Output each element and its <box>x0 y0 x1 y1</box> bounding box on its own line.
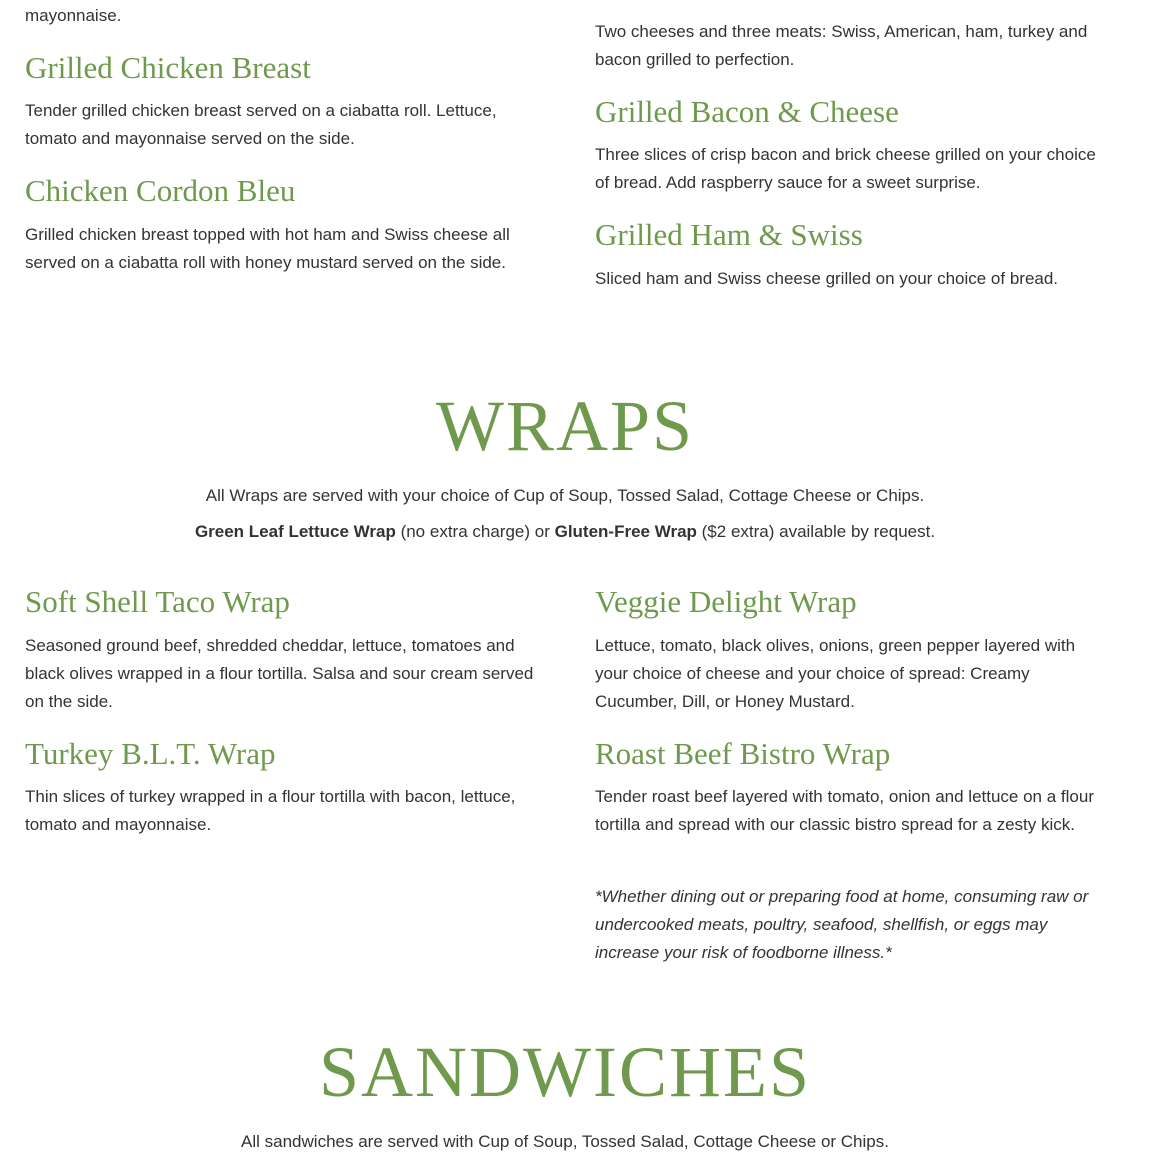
section-note-sandwiches: All sandwiches are served with Cup of Soup, Tossed Salad, Cottage Cheese or Chips. <box>241 1132 889 1151</box>
item-description-chicken-cordon-bleu: Grilled chicken breast topped with hot ham and Swiss cheese all served on a ciabatta roll with honey mustard served on the side. <box>25 225 510 272</box>
item-title-grilled-bacon-cheese: Grilled Bacon & Cheese <box>595 94 899 129</box>
gluten-free-wrap-option: Gluten-Free Wrap <box>554 522 697 541</box>
section-title-sandwiches: SANDWICHES <box>318 1032 811 1112</box>
item-description-grilled-chicken-breast: Tender grilled chicken breast served on a ciabatta roll. Lettuce, tomato and mayonnaise served on the side. <box>25 101 497 148</box>
item-description-tail: mayonnaise. <box>25 6 122 25</box>
item-description-grilled-ham-swiss: Sliced ham and Swiss cheese grilled on your choice of bread. <box>595 269 1059 288</box>
item-title-grilled-chicken-breast: Grilled Chicken Breast <box>25 50 311 85</box>
item-title-grilled-ham-swiss: Grilled Ham & Swiss <box>595 217 863 252</box>
gluten-free-wrap-option-note: ($2 extra) available by request. <box>696 522 936 541</box>
item-title-chicken-cordon-bleu: Chicken Cordon Bleu <box>25 173 296 208</box>
lettuce-wrap-option: Green Leaf Lettuce Wrap <box>194 522 396 541</box>
item-title-turkey-blt-wrap: Turkey B.L.T. Wrap <box>25 736 276 771</box>
item-description-roast-beef-bistro-wrap: Tender roast beef layered with tomato, onion and lettuce on a flour tortilla and spread with our classic bistro spread for a zesty kick. <box>595 787 1094 834</box>
item-title-soft-shell-taco-wrap: Soft Shell Taco Wrap <box>25 584 290 619</box>
section-note-wraps: All Wraps are served with your choice of Cup of Soup, Tossed Salad, Cottage Cheese or Chips. <box>205 486 925 505</box>
item-description-club-melt: Two cheeses and three meats: Swiss, American, ham, turkey and bacon grilled to perfection. <box>595 22 1088 69</box>
item-description-turkey-blt-wrap: Thin slices of turkey wrapped in a flour tortilla with bacon, lettuce, tomato and mayonnaise. <box>25 787 516 834</box>
lettuce-wrap-option-note: (no extra charge) or <box>395 522 555 541</box>
wrap-options-note <box>0 520 1130 544</box>
item-description-soft-shell-taco-wrap: Seasoned ground beef, shredded cheddar, lettuce, tomatoes and black olives wrapped in a flour tortilla. Salsa and sour cream served on the side. <box>25 636 534 711</box>
item-description-grilled-bacon-cheese: Three slices of crisp bacon and brick cheese grilled on your choice of bread. Add raspberry sauce for a sweet surprise. <box>595 145 1096 192</box>
item-title-veggie-delight-wrap: Veggie Delight Wrap <box>595 584 857 619</box>
item-description-veggie-delight-wrap: Lettuce, tomato, black olives, onions, green pepper layered with your choice of cheese and your choice of spread: Creamy Cucumber, Dill, or Honey Mustard. <box>595 636 1076 711</box>
food-safety-disclaimer: *Whether dining out or preparing food at home, consuming raw or undercooked meats, poultry, seafood, shellfish, or eggs may increase your risk of foodborne illness.* <box>595 887 1089 962</box>
section-title-wraps: WRAPS <box>435 386 695 466</box>
item-title-roast-beef-bistro-wrap: Roast Beef Bistro Wrap <box>595 736 891 771</box>
